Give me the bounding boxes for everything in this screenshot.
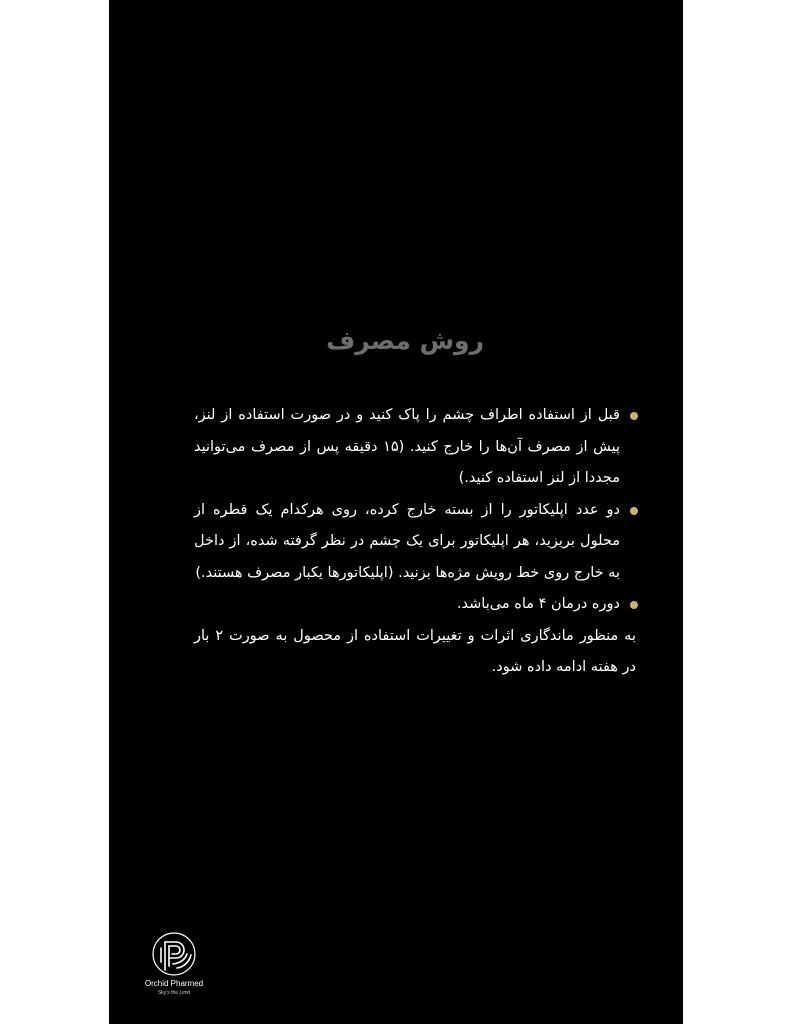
bullet-text-3: دوره درمان ۴ ماه می‌باشد. [456, 596, 620, 612]
bullet-item-2 [194, 495, 636, 590]
bullet-item-1 [194, 400, 636, 495]
bullet-text-2: دو عدد اپلیکاتور را از بسته خارج کرده، روی هرکدام یک قطره از محلول بریزید، هر اپلیکاتور برای یک چشم در نظر گرفته شده، از داخل به خارج روی خط رویش مژه‌ها بزنید. (اپلیکاتورها یکبار مصرف هستند.) [194, 501, 620, 581]
closing-paragraph: به منظور ماندگاری اثرات و تغییرات استفاده از محصول به صورت ۲ بار در هفته ادامه داده شود. [194, 627, 636, 675]
section-title: روش مصرف [326, 326, 484, 355]
logo-name: Orchid Pharmed [144, 979, 204, 988]
orchid-pharmed-p-logo-icon [150, 930, 198, 978]
bullet-text-1: قبل از استفاده اطراف چشم را پاک کنید و در صورت استفاده از لنز، پیش از مصرف آن‌ها را خارج کنید. (۱۵ دقیقه پس از مصرف می‌توانید مجددا از لنز استفاده کنید.) [194, 407, 620, 486]
bullet-dot [630, 412, 638, 420]
company-logo [141, 930, 207, 1000]
bullet-dot [630, 507, 638, 515]
bullet-item-3 [194, 589, 636, 621]
instructions-body [194, 400, 636, 684]
document-page [109, 0, 683, 1024]
logo-tagline: Sky's the Limit [157, 990, 191, 996]
bullet-dot [630, 601, 638, 609]
